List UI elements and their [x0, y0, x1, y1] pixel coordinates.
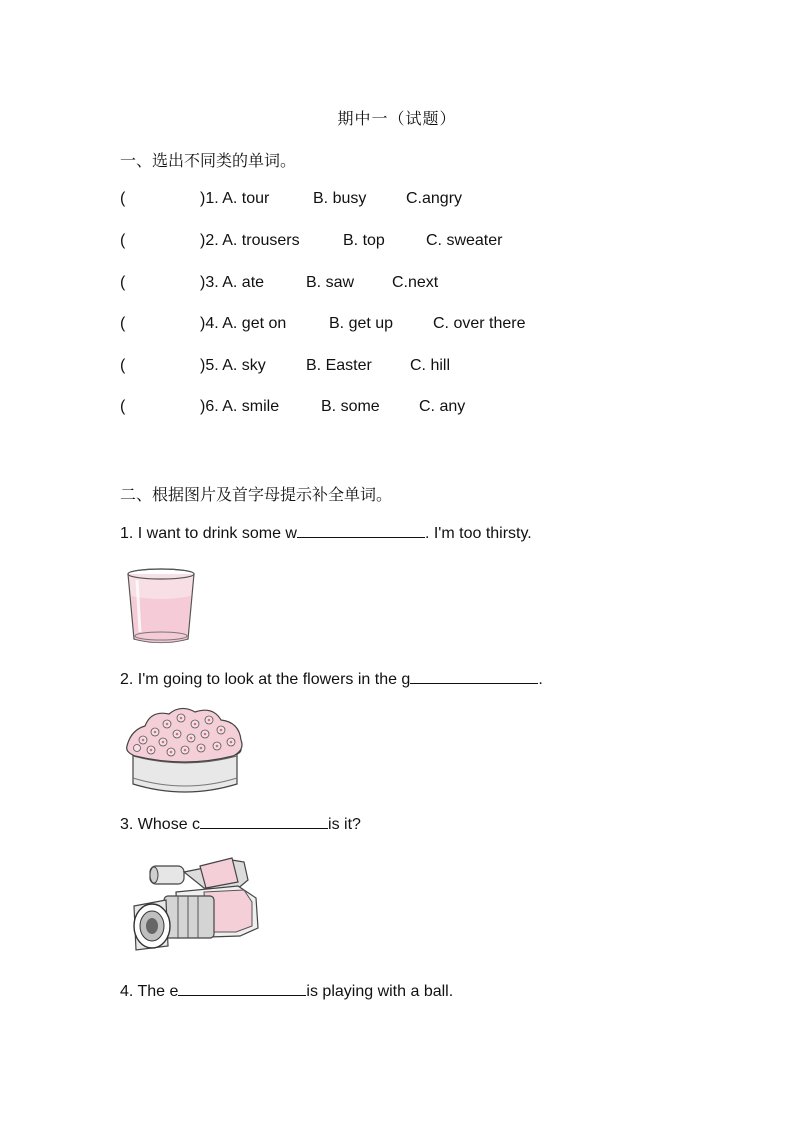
- option-b: B. saw: [306, 274, 355, 291]
- flower-planter-icon: [123, 704, 247, 801]
- sentence-end: . I'm too thirsty.: [424, 525, 532, 542]
- fill-in-item: [120, 814, 361, 834]
- option-b: B. some: [321, 398, 380, 415]
- question-row: [120, 398, 580, 422]
- section2-heading: 二、根据图片及首字母提示补全单词。: [120, 485, 393, 504]
- question-row: [120, 190, 580, 214]
- option-b: B. get up: [329, 315, 394, 332]
- fill-in-item: [120, 669, 543, 689]
- option-c: C.next: [392, 274, 439, 291]
- sentence-end: .: [538, 671, 543, 688]
- option-b: B. Easter: [306, 357, 372, 374]
- sentence-end: is playing with a ball.: [306, 983, 454, 1000]
- option-a: )6. A. smile: [200, 398, 280, 415]
- question-row: [120, 315, 600, 339]
- question-row: [120, 232, 580, 256]
- page-title: 期中一（试题）: [337, 109, 457, 128]
- fill-in-item: [120, 523, 532, 543]
- sentence-start: 4. The e: [120, 983, 179, 1000]
- question-row: [120, 274, 580, 298]
- option-c: C. sweater: [426, 232, 503, 249]
- option-c: C.angry: [406, 190, 463, 207]
- sentence-start: 3. Whose c: [120, 816, 201, 833]
- sentence-end: is it?: [328, 816, 361, 833]
- answer-blank[interactable]: [178, 981, 306, 996]
- sentence-start: 2. I'm going to look at the flowers in the g: [120, 671, 411, 688]
- option-b: B. top: [343, 232, 385, 249]
- answer-blank[interactable]: [200, 814, 328, 829]
- answer-paren: (: [120, 190, 126, 207]
- answer-paren: (: [120, 315, 126, 332]
- glass-of-water-icon: [123, 566, 199, 651]
- option-a: )1. A. tour: [200, 190, 270, 207]
- video-camera-icon: [128, 856, 262, 959]
- option-c: C. hill: [410, 357, 451, 374]
- answer-blank[interactable]: [297, 523, 425, 538]
- option-c: C. any: [419, 398, 466, 415]
- option-a: )2. A. trousers: [200, 232, 300, 249]
- option-a: )3. A. ate: [200, 274, 265, 291]
- answer-paren: (: [120, 274, 126, 291]
- answer-paren: (: [120, 357, 126, 374]
- option-c: C. over there: [433, 315, 526, 332]
- section1-heading: 一、选出不同类的单词。: [120, 151, 297, 170]
- question-row: [120, 357, 580, 381]
- option-b: B. busy: [313, 190, 367, 207]
- answer-paren: (: [120, 232, 126, 249]
- sentence-start: 1. I want to drink some w: [120, 525, 297, 542]
- option-a: )4. A. get on: [200, 315, 287, 332]
- answer-blank[interactable]: [410, 669, 538, 684]
- option-a: )5. A. sky: [200, 357, 266, 374]
- answer-paren: (: [120, 398, 126, 415]
- fill-in-item: [120, 981, 453, 1001]
